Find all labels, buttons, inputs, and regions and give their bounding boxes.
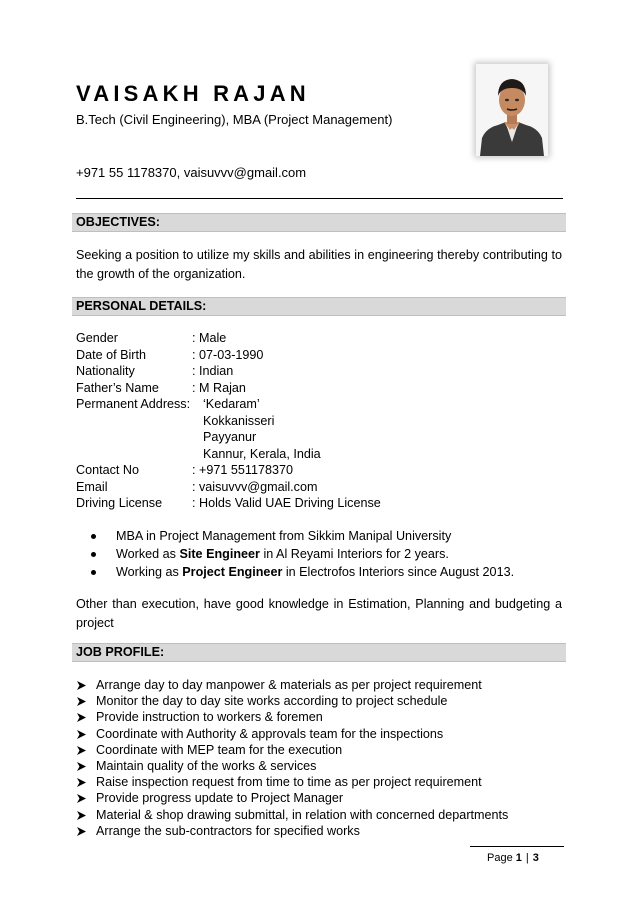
detail-label: Email bbox=[76, 480, 108, 494]
objectives-section-header bbox=[72, 213, 566, 232]
job-profile-section-header bbox=[72, 643, 566, 662]
page-number: Page 1 | 3 bbox=[487, 852, 539, 864]
detail-value: : Male bbox=[192, 331, 227, 345]
detail-value: : Holds Valid UAE Driving License bbox=[192, 496, 381, 510]
bullet-icon bbox=[91, 552, 96, 557]
candidate-name: VAISAKH RAJAN bbox=[76, 81, 310, 106]
bullet-icon bbox=[91, 534, 96, 539]
detail-label: Contact No bbox=[76, 463, 139, 477]
detail-value: : Indian bbox=[192, 364, 234, 378]
job-profile-text: Maintain quality of the works & services bbox=[96, 759, 317, 773]
footer-divider bbox=[470, 846, 564, 847]
job-profile-text: Provide progress update to Project Manager bbox=[96, 791, 344, 806]
detail-value: : 07-03-1990 bbox=[192, 348, 264, 362]
address-line: ‘Kedaram’ bbox=[203, 397, 260, 411]
job-profile-text: Provide instruction to workers & foremen bbox=[96, 710, 323, 725]
job-profile-text: Raise inspection request from time to time as per project requirement bbox=[96, 775, 482, 790]
address-line: Kokkanisseri bbox=[203, 414, 275, 428]
arrow-bullet-icon bbox=[76, 729, 87, 740]
detail-label: Date of Birth bbox=[76, 348, 146, 362]
degree-line: B.Tech (Civil Engineering), MBA (Project Management) bbox=[76, 112, 393, 127]
arrow-bullet-icon bbox=[76, 712, 87, 723]
objectives-title: OBJECTIVES: bbox=[76, 215, 160, 229]
arrow-bullet-icon bbox=[76, 680, 87, 691]
detail-label: Gender bbox=[76, 331, 119, 345]
detail-label: Father’s Name bbox=[76, 381, 159, 395]
contact-line: +971 55 1178370, vaisuvvv@gmail.com bbox=[76, 165, 307, 180]
address-line: Kannur, Kerala, India bbox=[203, 447, 321, 461]
job-profile-text: Coordinate with MEP team for the execution bbox=[96, 742, 343, 757]
highlight-text: MBA in Project Management from Sikkim Manipal University bbox=[116, 529, 452, 543]
detail-value: : M Rajan bbox=[192, 381, 246, 395]
detail-value: : vaisuvvv@gmail.com bbox=[192, 480, 318, 494]
detail-label: Permanent Address: bbox=[76, 397, 191, 411]
person-portrait-icon bbox=[476, 64, 548, 156]
detail-value: : +971 551178370 bbox=[192, 463, 293, 477]
arrow-bullet-icon bbox=[76, 761, 87, 772]
job-profile-text: Arrange the sub-contractors for specified works bbox=[96, 823, 360, 838]
arrow-bullet-icon bbox=[76, 826, 87, 837]
arrow-bullet-icon bbox=[76, 696, 87, 707]
job-profile-title: JOB PROFILE: bbox=[76, 645, 165, 659]
arrow-bullet-icon bbox=[76, 745, 87, 756]
personal-details-section-header bbox=[72, 297, 566, 316]
profile-photo bbox=[476, 64, 548, 156]
arrow-bullet-icon bbox=[76, 810, 87, 821]
personal-details-title: PERSONAL DETAILS: bbox=[76, 299, 207, 313]
arrow-bullet-icon bbox=[76, 793, 87, 804]
highlight-text: Working as Project Engineer in Electrofos Interiors since August 2013. bbox=[116, 565, 515, 579]
detail-label: Driving License bbox=[76, 496, 163, 510]
address-line: Payyanur bbox=[203, 430, 257, 444]
job-profile-text: Arrange day to day manpower & materials as per project requirement bbox=[96, 678, 482, 692]
bullet-icon bbox=[91, 570, 96, 575]
header-divider bbox=[76, 198, 563, 199]
arrow-bullet-icon bbox=[76, 777, 87, 788]
highlight-text: Worked as Site Engineer in Al Reyami Interiors for 2 years. bbox=[116, 547, 449, 561]
detail-label: Nationality bbox=[76, 364, 135, 378]
objectives-text: Seeking a position to utilize my skills and abilities in engineering thereby contributing to the growth of the organization. bbox=[76, 248, 562, 281]
job-profile-text: Monitor the day to day site works according to project schedule bbox=[96, 694, 448, 709]
job-profile-text: Coordinate with Authority & approvals team for the inspections bbox=[96, 726, 444, 741]
additional-skills-text: Other than execution, have good knowledge in Estimation, Planning and budgeting a project bbox=[76, 597, 562, 630]
job-profile-text: Material & shop drawing submittal, in relation with concerned departments bbox=[96, 807, 509, 822]
